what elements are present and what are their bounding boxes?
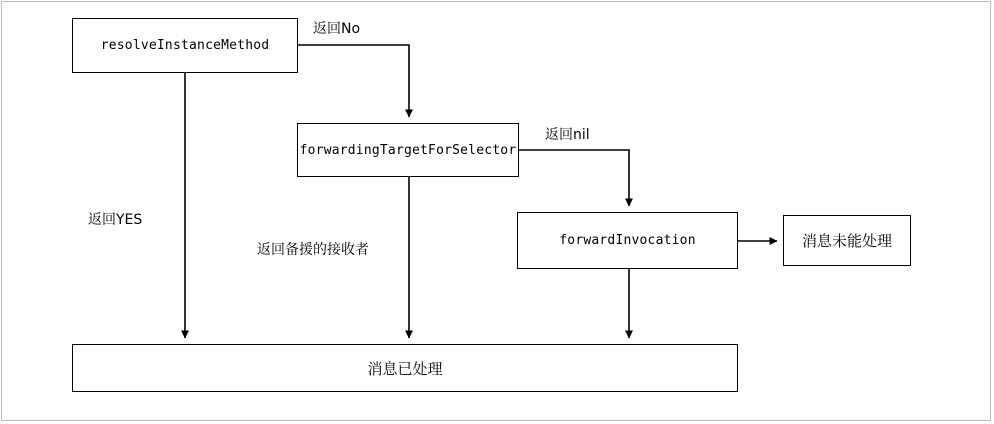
- node-label: resolveInstanceMethod: [100, 38, 270, 53]
- edge-label-return-yes: 返回YES: [88, 212, 143, 228]
- node-label: forwardingTargetForSelector: [299, 142, 517, 158]
- node-label: forwardInvocation: [559, 233, 696, 248]
- node-forwarding-target-for-selector[interactable]: [297, 123, 519, 177]
- node-label: 消息未能处理: [801, 232, 892, 250]
- edge-label-return-backup-receiver: 返回备援的接收者: [257, 242, 369, 258]
- node-forward-invocation[interactable]: [517, 212, 738, 269]
- node-message-unhandled[interactable]: [783, 215, 911, 266]
- node-label: 消息已处理: [367, 359, 443, 378]
- node-resolve-instance-method[interactable]: [72, 18, 298, 73]
- edge-label-return-nil: 返回nil: [545, 127, 590, 143]
- node-message-handled[interactable]: [72, 344, 738, 392]
- edge-label-return-no: 返回No: [313, 21, 361, 37]
